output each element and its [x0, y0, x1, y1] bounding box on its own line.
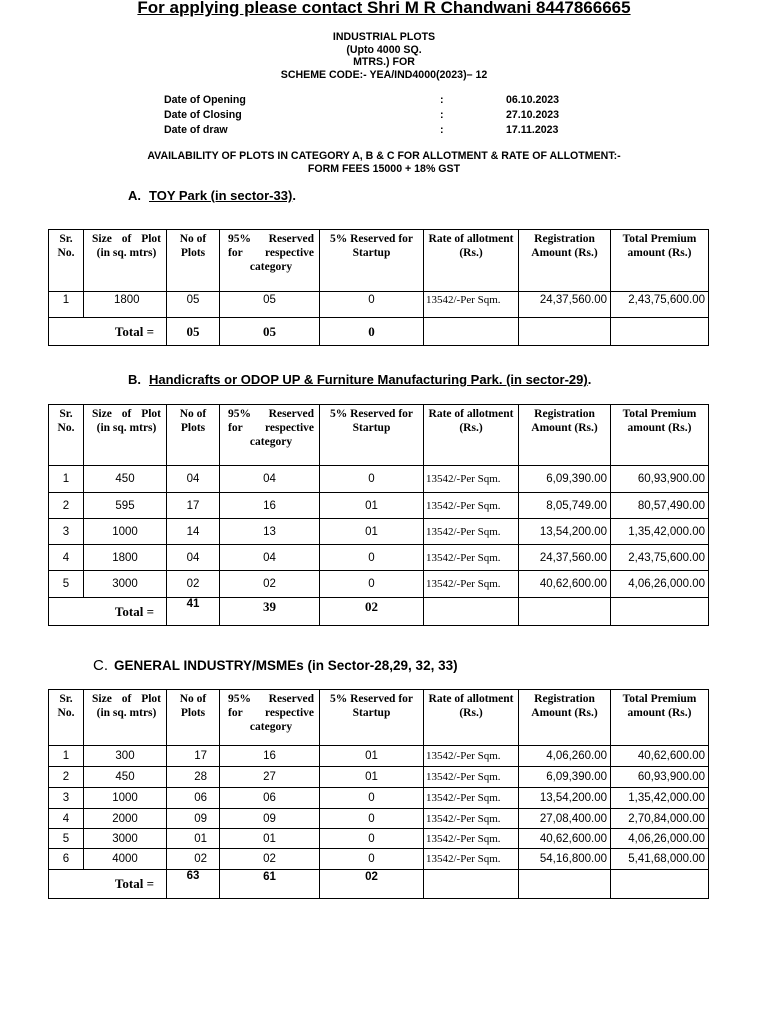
table-cell: 13542/-Per Sqm.: [424, 746, 519, 767]
table-cell: 01: [320, 519, 424, 545]
availability-line: AVAILABILITY OF PLOTS IN CATEGORY A, B & C FOR ALLOTMENT & RATE OF ALLOTMENT:-: [147, 150, 621, 162]
table-cell: 300: [84, 746, 167, 767]
table-cell: 13542/-Per Sqm.: [424, 829, 519, 849]
table-cell: 450: [84, 767, 167, 788]
table-cell: 0: [320, 829, 424, 849]
availability-note: [0, 150, 768, 176]
table-cell: 01: [320, 493, 424, 519]
date-colon: :: [440, 94, 444, 106]
total-row: [49, 870, 709, 899]
empty-cell: [424, 598, 519, 626]
scheme-line: (Upto 4000 SQ.: [346, 43, 422, 56]
table-cell: 2: [49, 767, 84, 788]
empty-cell: [519, 598, 611, 626]
table-row: [49, 767, 709, 788]
column-header: Total Premium amount (Rs.): [611, 405, 709, 466]
column-header: Total Premium amount (Rs.): [611, 230, 709, 292]
section-suffix: .: [587, 372, 592, 387]
table-cell: 13542/-Per Sqm.: [424, 292, 519, 318]
date-colon: :: [440, 109, 444, 122]
table-cell: 2,43,75,600.00: [611, 292, 709, 318]
section-letter: C.: [93, 657, 108, 674]
table-cell: 60,93,900.00: [611, 767, 709, 788]
table-cell: 13542/-Per Sqm.: [424, 493, 519, 519]
date-colon: :: [440, 124, 444, 137]
table-row: [49, 493, 709, 519]
table-row: [49, 571, 709, 598]
table-cell: 4,06,26,000.00: [611, 571, 709, 598]
total-row: [49, 318, 709, 346]
section-name: TOY Park (in sector-33): [149, 188, 293, 203]
column-header: 95% Reserved for respective category: [220, 230, 320, 292]
table-cell: 0: [320, 571, 424, 598]
column-header: Rate of allotment (Rs.): [424, 230, 519, 292]
total-reserved-5: 02: [320, 870, 424, 899]
empty-cell: [424, 318, 519, 346]
table-cell: 4,06,260.00: [519, 746, 611, 767]
column-header: No of Plots: [167, 405, 220, 466]
column-header: Registration Amount (Rs.): [519, 405, 611, 466]
table-cell: 1000: [84, 788, 167, 809]
table-cell: 13542/-Per Sqm.: [424, 571, 519, 598]
column-header: Size of Plot (in sq. mtrs): [84, 230, 167, 292]
table-row: [49, 809, 709, 829]
column-header: Registration Amount (Rs.): [519, 230, 611, 292]
table-cell: 3: [49, 519, 84, 545]
date-value: 27.10.2023: [506, 109, 560, 122]
table-row: [49, 519, 709, 545]
section-letter: A.: [128, 188, 141, 203]
total-reserved-95: 39: [220, 598, 320, 626]
scheme-heading: [0, 31, 768, 82]
table-cell: 4: [49, 809, 84, 829]
table-cell: 16: [220, 746, 320, 767]
table-cell: 1,35,42,000.00: [611, 788, 709, 809]
table-cell: 04: [220, 466, 320, 493]
table-cell: 2000: [84, 809, 167, 829]
total-label: Total =: [49, 318, 167, 346]
total-reserved-95: 05: [220, 318, 320, 346]
fees-line: FORM FEES 15000 + 18% GST: [307, 163, 461, 175]
table-cell: 5: [49, 829, 84, 849]
table-header-row: [49, 405, 709, 466]
table-cell: 4,06,26,000.00: [611, 829, 709, 849]
total-plots: 05: [167, 318, 220, 346]
table-row: [49, 292, 709, 318]
table-cell: 02: [220, 571, 320, 598]
scheme-line: SCHEME CODE:- YEA/IND4000(2023)– 12: [280, 69, 488, 82]
section-title: [128, 188, 296, 203]
table-cell: 0: [320, 849, 424, 870]
table-cell: 24,37,560.00: [519, 545, 611, 571]
table-cell: 01: [320, 746, 424, 767]
plot-table: [48, 229, 709, 346]
contact-heading: For applying please contact Shri M R Chandwani 8447866665: [137, 0, 631, 17]
table-cell: 05: [167, 292, 220, 318]
table-cell: 0: [320, 466, 424, 493]
table-cell: 6,09,390.00: [519, 466, 611, 493]
table-header-row: [49, 690, 709, 746]
table-cell: 04: [167, 466, 220, 493]
empty-cell: [519, 318, 611, 346]
table-cell: 13542/-Per Sqm.: [424, 849, 519, 870]
table-cell: 17: [167, 746, 220, 767]
table-cell: 28: [167, 767, 220, 788]
table-cell: 450: [84, 466, 167, 493]
column-header: Sr. No.: [49, 230, 84, 292]
table-cell: 13542/-Per Sqm.: [424, 545, 519, 571]
empty-cell: [519, 870, 611, 899]
table-cell: 24,37,560.00: [519, 292, 611, 318]
table-cell: 40,62,600.00: [519, 829, 611, 849]
table-cell: 05: [220, 292, 320, 318]
table-cell: 0: [320, 788, 424, 809]
table-cell: 13,54,200.00: [519, 788, 611, 809]
table-cell: 1800: [84, 292, 167, 318]
plot-table: [48, 404, 709, 626]
table-cell: 13542/-Per Sqm.: [424, 767, 519, 788]
table-row: [49, 466, 709, 493]
date-draw-row: [164, 124, 584, 139]
table-cell: 1: [49, 292, 84, 318]
table-cell: 1800: [84, 545, 167, 571]
column-header: Registration Amount (Rs.): [519, 690, 611, 746]
column-header: No of Plots: [167, 690, 220, 746]
table-cell: 595: [84, 493, 167, 519]
table-cell: 4000: [84, 849, 167, 870]
table-cell: 13542/-Per Sqm.: [424, 519, 519, 545]
column-header: 95% Reserved for respective category: [220, 690, 320, 746]
schedule-dates: [164, 94, 584, 140]
column-header: Size of Plot (in sq. mtrs): [84, 690, 167, 746]
date-label: Date of draw: [164, 124, 228, 137]
table-cell: 0: [320, 545, 424, 571]
table-cell: 04: [220, 545, 320, 571]
table-cell: 13,54,200.00: [519, 519, 611, 545]
table-cell: 40,62,600.00: [519, 571, 611, 598]
date-closing-row: [164, 109, 584, 124]
table-header-row: [49, 230, 709, 292]
table-cell: 09: [167, 809, 220, 829]
empty-cell: [611, 598, 709, 626]
empty-cell: [611, 318, 709, 346]
table-cell: 2: [49, 493, 84, 519]
table-cell: 01: [167, 829, 220, 849]
table-cell: 1: [49, 466, 84, 493]
column-header: 95% Reserved for respective category: [220, 405, 320, 466]
table-cell: 02: [220, 849, 320, 870]
column-header: Size of Plot (in sq. mtrs): [84, 405, 167, 466]
total-reserved-5: 0: [320, 318, 424, 346]
table-cell: 04: [167, 545, 220, 571]
table-row: [49, 829, 709, 849]
table-cell: 02: [167, 571, 220, 598]
section-suffix: .: [292, 188, 296, 203]
table-cell: 01: [220, 829, 320, 849]
date-opening-row: [164, 94, 584, 109]
scheme-line: MTRS.) FOR: [353, 56, 415, 69]
table-cell: 06: [220, 788, 320, 809]
table-row: [49, 849, 709, 870]
column-header: Sr. No.: [49, 405, 84, 466]
table-cell: 14: [167, 519, 220, 545]
table-cell: 4: [49, 545, 84, 571]
column-header: Sr. No.: [49, 690, 84, 746]
table-cell: 8,05,749.00: [519, 493, 611, 519]
section-name: GENERAL INDUSTRY/MSMEs (in Sector-28,29, 32, 33): [114, 658, 458, 673]
date-value: 17.11.2023: [506, 124, 559, 137]
table-row: [49, 746, 709, 767]
column-header: Total Premium amount (Rs.): [611, 690, 709, 746]
date-label: Date of Opening: [164, 94, 246, 106]
empty-cell: [424, 870, 519, 899]
table-cell: 5: [49, 571, 84, 598]
section-name: Handicrafts or ODOP UP & Furniture Manufacturing Park. (in sector-29): [149, 372, 588, 387]
table-cell: 5,41,68,000.00: [611, 849, 709, 870]
table-cell: 09: [220, 809, 320, 829]
total-label: Total =: [49, 870, 167, 899]
total-row: [49, 598, 709, 626]
table-cell: 3000: [84, 829, 167, 849]
total-reserved-5: 02: [320, 598, 424, 626]
scheme-line: INDUSTRIAL PLOTS: [332, 31, 436, 43]
total-plots: 63: [167, 870, 220, 899]
empty-cell: [611, 870, 709, 899]
table-cell: 06: [167, 788, 220, 809]
table-cell: 60,93,900.00: [611, 466, 709, 493]
table-cell: 1,35,42,000.00: [611, 519, 709, 545]
column-header: No of Plots: [167, 230, 220, 292]
table-cell: 2,70,84,000.00: [611, 809, 709, 829]
table-cell: 1000: [84, 519, 167, 545]
section-title: [93, 657, 458, 674]
table-cell: 3000: [84, 571, 167, 598]
table-cell: 0: [320, 292, 424, 318]
plot-table: [48, 689, 709, 899]
table-row: [49, 545, 709, 571]
table-cell: 27: [220, 767, 320, 788]
total-reserved-95: 61: [220, 870, 320, 899]
table-cell: 16: [220, 493, 320, 519]
column-header: 5% Reserved for Startup: [320, 230, 424, 292]
column-header: 5% Reserved for Startup: [320, 690, 424, 746]
total-label: Total =: [49, 598, 167, 626]
table-cell: 27,08,400.00: [519, 809, 611, 829]
table-cell: 1: [49, 746, 84, 767]
table-cell: 17: [167, 493, 220, 519]
section-title: [128, 372, 591, 387]
table-row: [49, 788, 709, 809]
table-cell: 13542/-Per Sqm.: [424, 788, 519, 809]
table-cell: 40,62,600.00: [611, 746, 709, 767]
table-cell: 01: [320, 767, 424, 788]
table-cell: 13542/-Per Sqm.: [424, 809, 519, 829]
table-cell: 6,09,390.00: [519, 767, 611, 788]
table-cell: 6: [49, 849, 84, 870]
column-header: Rate of allotment (Rs.): [424, 690, 519, 746]
table-cell: 02: [167, 849, 220, 870]
date-value: 06.10.2023: [506, 94, 560, 106]
table-cell: 0: [320, 809, 424, 829]
section-letter: B.: [128, 372, 141, 387]
total-plots: 41: [167, 598, 220, 626]
table-cell: 2,43,75,600.00: [611, 545, 709, 571]
column-header: 5% Reserved for Startup: [320, 405, 424, 466]
date-label: Date of Closing: [164, 109, 242, 122]
table-cell: 54,16,800.00: [519, 849, 611, 870]
table-cell: 13542/-Per Sqm.: [424, 466, 519, 493]
column-header: Rate of allotment (Rs.): [424, 405, 519, 466]
table-cell: 80,57,490.00: [611, 493, 709, 519]
table-cell: 13: [220, 519, 320, 545]
table-cell: 3: [49, 788, 84, 809]
